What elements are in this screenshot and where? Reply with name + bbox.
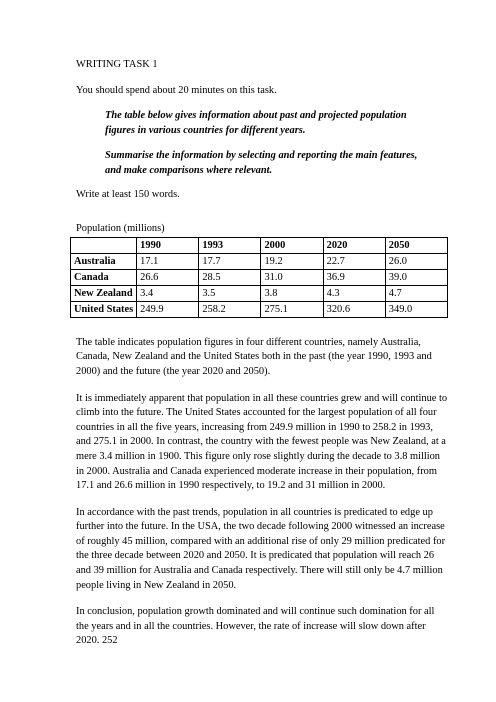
table-header-cell: 1993	[199, 237, 261, 253]
word-count-instruction: Write at least 150 words.	[76, 188, 180, 200]
essay-paragraph-past: It is immediately apparent that population in all these countries grew and will continue to climb into the future. The United States accounted for the largest population of all four countries in all the five years, increasing from 249.9 million in 1990 to 258.2 in 1993, and 275.1 in 2000. In contrast, the country with the fewest people was New Zealand, at a mere 3.4 million in 1900. This figure only rose slightly during the decade to 3.8 million in 2000. Australia and Canada experienced moderate increase in their population, from 17.1 and 26.6 million in 1990 respectively, to 19.2 and 31 million in 2000.	[76, 392, 448, 492]
table-cell: 3.8	[261, 285, 323, 301]
table-header-row	[71, 237, 448, 253]
essay-paragraph-intro: The table indicates population figures in four different countries, namely Australia, Canada, New Zealand and the United States both in the past (the year 1990, 1993 and 2000) and the future (the year 2020 and 2050).	[76, 336, 432, 377]
table-cell: 26.0	[385, 253, 447, 269]
table-cell: 3.5	[199, 285, 261, 301]
population-table	[70, 237, 448, 318]
table-header-cell: 2000	[261, 237, 323, 253]
table-header-cell: 1990	[137, 237, 199, 253]
table-cell: 36.9	[323, 269, 385, 285]
table-row	[71, 285, 448, 301]
table-cell: 320.6	[323, 301, 385, 317]
table-cell: 349.0	[385, 301, 447, 317]
table-cell: 17.7	[199, 253, 261, 269]
table-row	[71, 269, 448, 285]
table-row	[71, 301, 448, 317]
table-cell: 39.0	[385, 269, 447, 285]
table-cell: 249.9	[137, 301, 199, 317]
essay-paragraph-future: In accordance with the past trends, population in all countries is predicated to edge up further into the future. In the USA, the two decade following 2000 witnessed an increase of roughly 45 million, compared with an additional rise of only 29 million predicated for the three decade between 2020 and 2050. It is predicated that population will reach 26 and 39 million for Australia and Canada respectively. There will still only be 4.7 million people living in New Zealand in 2050.	[76, 506, 446, 591]
essay-paragraph-conclusion: In conclusion, population growth dominated and will continue such domination for all the years and in all the countries. However, the rate of increase will slow down after 2020. 252	[76, 606, 435, 647]
task-prompt-summarise: Summarise the information by selecting and reporting the main features, and make comparisons where relevant.	[105, 150, 418, 176]
table-header-cell: 2020	[323, 237, 385, 253]
essay-body	[76, 336, 448, 649]
table-cell: 4.3	[323, 285, 385, 301]
table-cell: 4.7	[385, 285, 447, 301]
table-header-cell	[71, 237, 137, 253]
table-cell: 26.6	[137, 269, 199, 285]
table-cell-country: Canada	[71, 269, 137, 285]
table-row	[71, 253, 448, 269]
time-instruction: You should spend about 20 minutes on this task.	[76, 84, 277, 96]
table-cell-country: Australia	[71, 253, 137, 269]
table-cell: 28.5	[199, 269, 261, 285]
task-heading: WRITING TASK 1	[76, 59, 158, 70]
table-cell: 3.4	[137, 285, 199, 301]
document-page	[76, 58, 448, 661]
table-cell: 31.0	[261, 269, 323, 285]
table-cell: 17.1	[137, 253, 199, 269]
table-cell: 22.7	[323, 253, 385, 269]
table-caption: Population (millions)	[76, 223, 165, 235]
table-cell: 19.2	[261, 253, 323, 269]
task-prompt-description: The table below gives information about past and projected population figures in various countries for different years.	[105, 110, 407, 136]
table-cell-country: United States	[71, 301, 137, 317]
table-cell: 258.2	[199, 301, 261, 317]
table-cell: 275.1	[261, 301, 323, 317]
table-cell-country: New Zealand	[71, 285, 137, 301]
table-header-cell: 2050	[385, 237, 447, 253]
